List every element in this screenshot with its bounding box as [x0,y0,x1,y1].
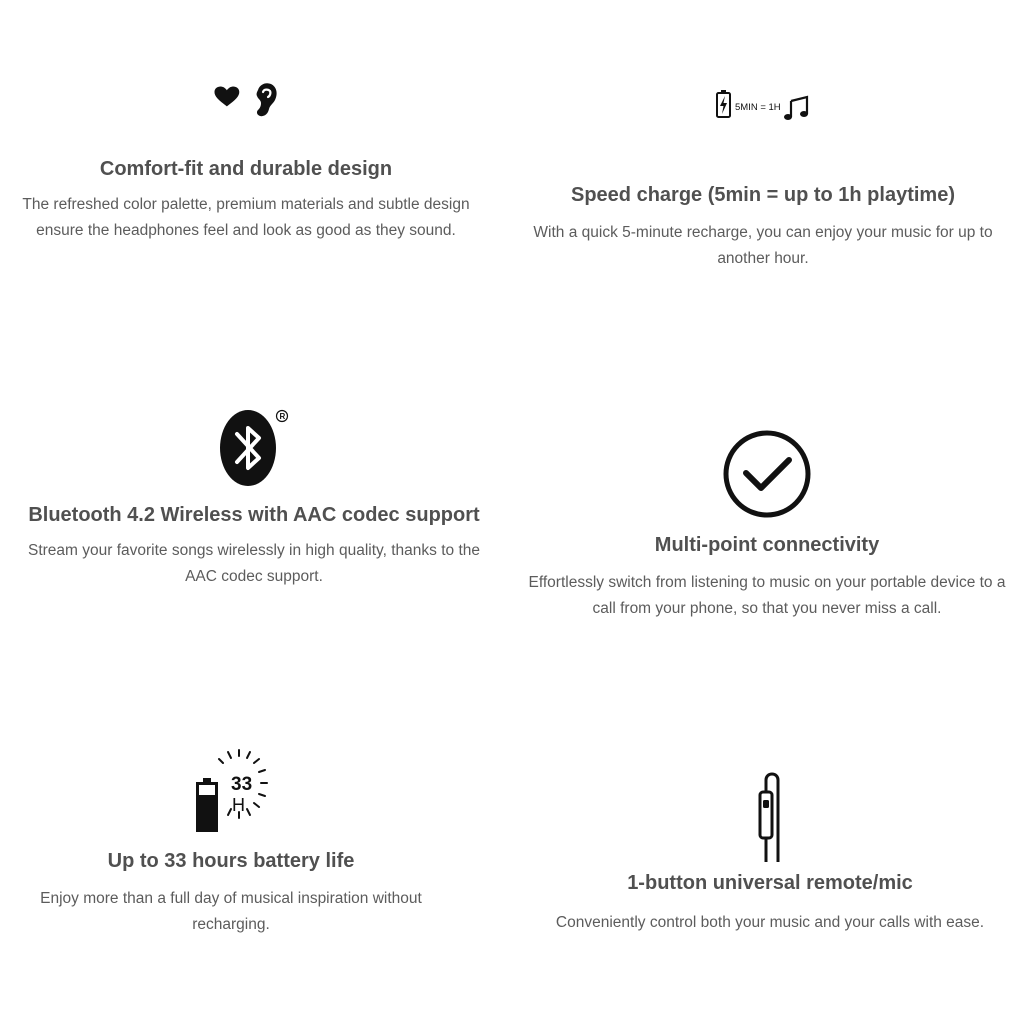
feature-title: Speed charge (5min = up to 1h playtime) [571,184,955,206]
feature-description: Enjoy more than a full day of musical inspiration without recharging. [40,890,422,933]
feature-title: Multi-point connectivity [654,534,880,556]
feature-description: Effortlessly switch from listening to music on your portable device to a call from your phone, so that you never miss a call. [528,574,1006,617]
bluetooth-icon [214,406,294,488]
speed-charge-icon [713,88,813,122]
feature-title: Bluetooth 4.2 Wireless with AAC codec support [28,504,480,526]
speed-charge-label: 5MIN = 1H [735,102,781,113]
battery-hours-number: 33 [231,774,253,795]
remote-mic-cable-icon [750,766,790,862]
feature-bluetooth [16,406,492,589]
feature-description: Conveniently control both your music and your calls with ease. [555,914,985,931]
feature-battery-life [10,746,452,937]
feature-title: Up to 33 hours battery life [107,850,355,872]
feature-title: 1-button universal remote/mic [627,872,913,894]
battery-33h-icon [181,746,281,838]
checkmark-circle-icon [721,428,813,520]
feature-description: The refreshed color palette, premium materials and subtle design ensure the headphones feel and look as good as they sound. [22,196,470,239]
feature-speed-charge [520,88,1006,271]
feature-description: With a quick 5-minute recharge, you can enjoy your music for up to another hour. [533,224,993,267]
feature-comfort-fit [12,80,480,243]
battery-hours-unit: H [232,795,245,815]
feature-description: Stream your favorite songs wirelessly in high quality, thanks to the AAC codec support. [27,542,480,585]
feature-title: Comfort-fit and durable design [99,158,393,180]
heart-ear-icon [206,80,286,120]
svg-text:R: R [279,412,286,422]
feature-multipoint [526,428,1008,621]
feature-remote-mic [530,766,1010,936]
